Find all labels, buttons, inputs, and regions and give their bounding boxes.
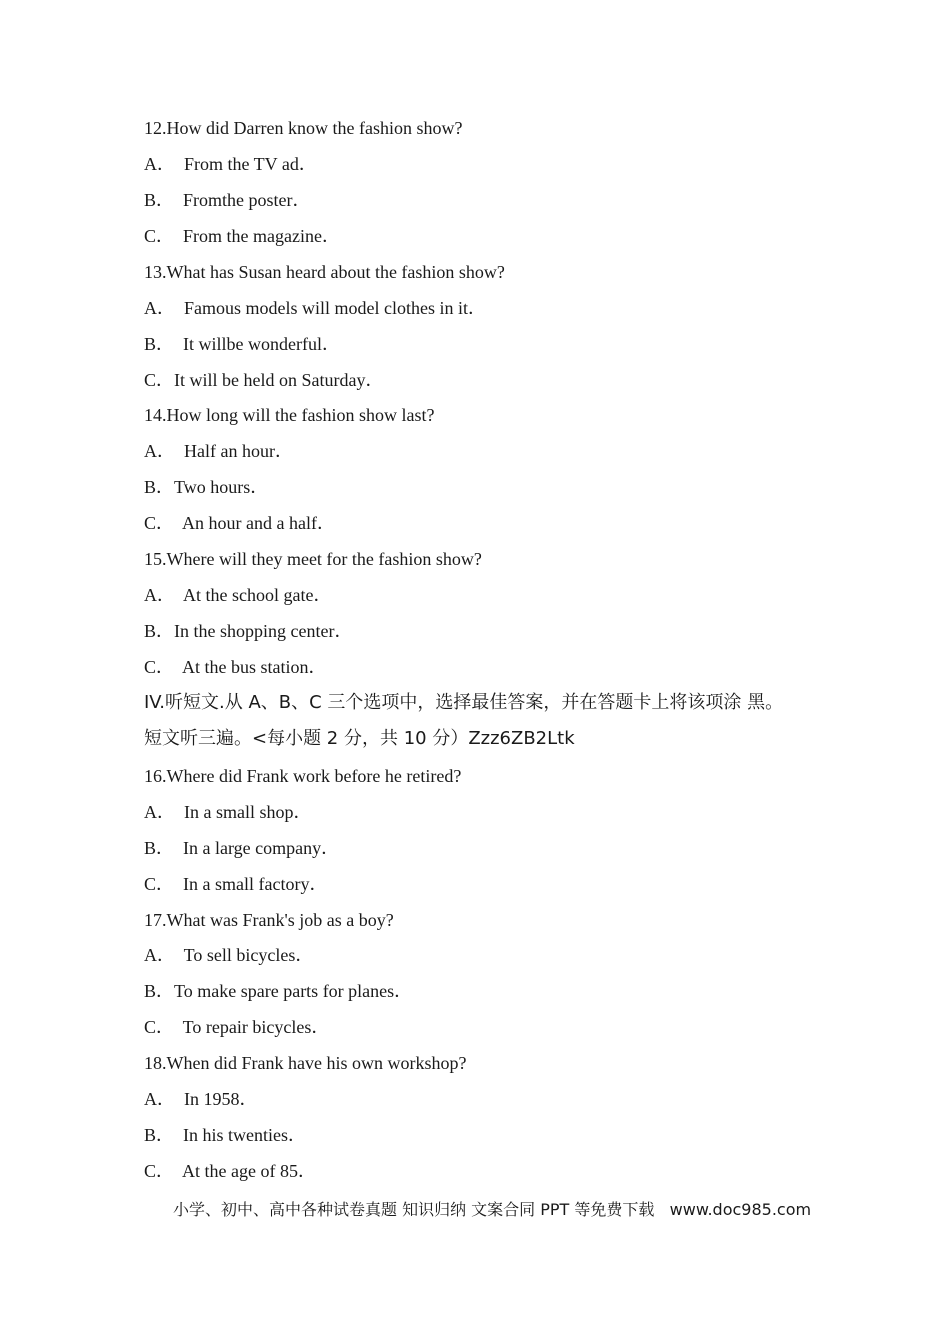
option-18-c: C． At the age of 85． (144, 1161, 316, 1181)
option-12-a: A． From the TV ad． (144, 154, 317, 174)
section-iv-heading: IV.听短文.从 A、B、C 三个选项中，选择最佳答案，并在答题卡上将该项涂 黑。 (144, 692, 784, 713)
question-17: 17.What was Frank's job as a boy? (144, 910, 394, 930)
option-13-b: B． It willbe wonderful． (144, 334, 340, 354)
page-footer: 小学、初中、高中各种试卷真题 知识归纳 文案合同 PPT 等免费下载 www.doc985.com (173, 1200, 812, 1219)
option-14-b: B．Two hours． (144, 477, 269, 497)
option-15-a: A． At the school gate． (144, 585, 332, 605)
option-12-c: C． From the magazine． (144, 226, 340, 246)
section-iv-instructions: 短文听三遍。<每小题 2 分，共 10 分）Zzz6ZB2Ltk (144, 728, 575, 749)
option-18-a: A． In 1958． (144, 1089, 258, 1109)
option-13-a: A． Famous models will model clothes in it． (144, 298, 486, 318)
option-14-c: C． An hour and a half． (144, 513, 335, 533)
option-17-b: B．To make spare parts for planes． (144, 981, 413, 1001)
option-13-c: C．It will be held on Saturday． (144, 370, 384, 390)
option-15-b: B．In the shopping center． (144, 621, 353, 641)
option-15-c: C． At the bus station． (144, 657, 327, 677)
option-16-c: C． In a small factory． (144, 874, 328, 894)
option-18-b: B． In his twenties． (144, 1125, 306, 1145)
question-14: 14.How long will the fashion show last? (144, 405, 435, 425)
question-18: 18.When did Frank have his own workshop? (144, 1053, 467, 1073)
option-17-c: C． To repair bicycles． (144, 1017, 330, 1037)
option-14-a: A． Half an hour． (144, 441, 293, 461)
question-15: 15.Where will they meet for the fashion show? (144, 549, 482, 569)
question-13: 13.What has Susan heard about the fashion show? (144, 262, 505, 282)
question-16: 16.Where did Frank work before he retired? (144, 766, 462, 786)
option-17-a: A． To sell bicycles． (144, 945, 314, 965)
question-12: 12.How did Darren know the fashion show? (144, 118, 463, 138)
option-16-b: B． In a large company． (144, 838, 340, 858)
option-16-a: A． In a small shop． (144, 802, 312, 822)
option-12-b: B． Fromthe poster． (144, 190, 311, 210)
